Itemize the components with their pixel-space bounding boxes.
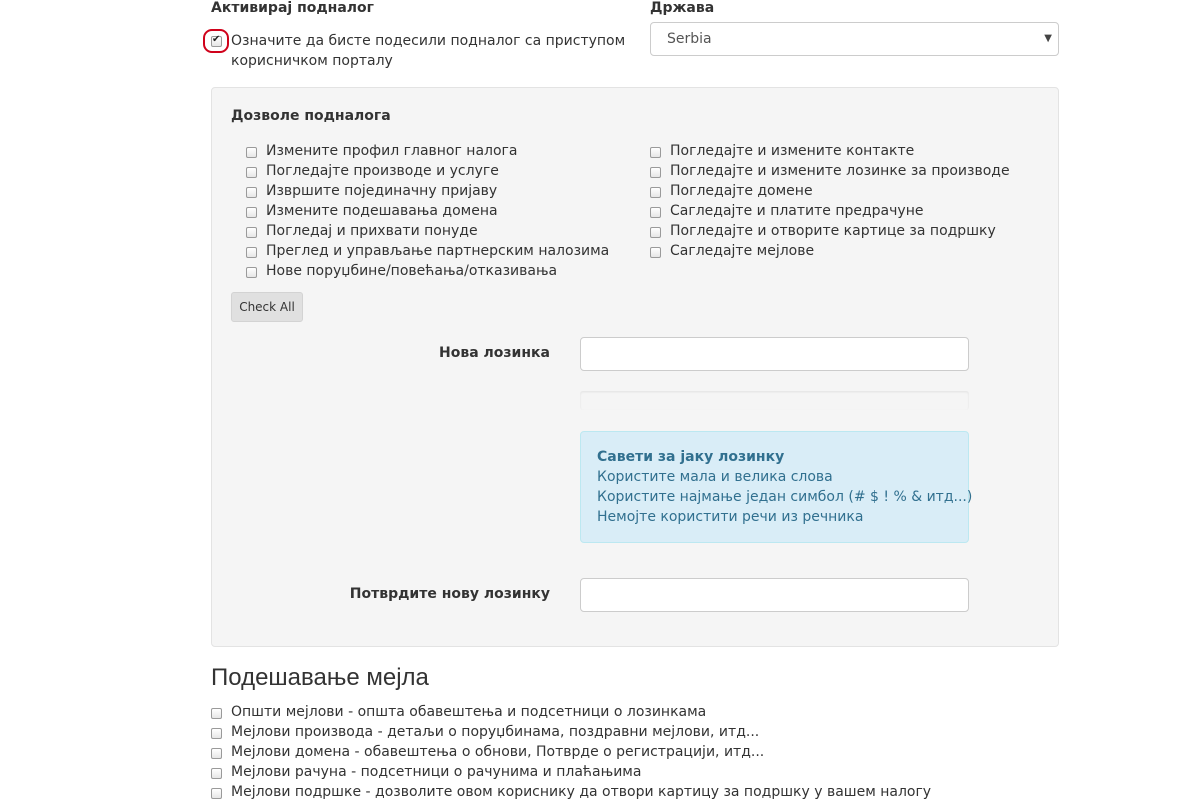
country-label: Држава bbox=[650, 0, 715, 16]
country-select-value: Serbia bbox=[667, 31, 712, 47]
permission-label: Преглед и управљање партнерским налозима bbox=[266, 243, 610, 259]
password-tips-title: Савети за јаку лозинку bbox=[597, 449, 785, 465]
email-setting-checkbox[interactable] bbox=[211, 748, 222, 759]
permission-label: Погледајте производе и услуге bbox=[266, 163, 499, 179]
new-password-input[interactable] bbox=[580, 337, 969, 371]
permission-checkbox[interactable] bbox=[246, 167, 257, 178]
permission-checkbox[interactable] bbox=[246, 207, 257, 218]
permission-checkbox[interactable] bbox=[650, 247, 661, 258]
permission-label: Измените подешавања домена bbox=[266, 203, 498, 219]
permission-label: Погледајте домене bbox=[670, 183, 813, 199]
new-password-label: Нова лозинка bbox=[439, 345, 550, 361]
check-all-button[interactable]: Check All bbox=[231, 292, 303, 322]
activate-checkbox-description-line1: Означите да бисте подесили подналог са приступом bbox=[231, 33, 626, 49]
permission-checkbox[interactable] bbox=[246, 227, 257, 238]
country-select[interactable] bbox=[650, 22, 1059, 56]
password-tip-item: Користите најмање један симбол (# $ ! % & итд...) bbox=[597, 489, 973, 505]
email-setting-label: Општи мејлови - општа обавештења и подсетници о лозинкама bbox=[231, 704, 707, 720]
permission-label: Погледај и прихвати понуде bbox=[266, 223, 478, 239]
permissions-title: Дозволе подналога bbox=[231, 108, 391, 124]
permission-checkbox[interactable] bbox=[246, 147, 257, 158]
email-setting-checkbox[interactable] bbox=[211, 788, 222, 799]
permission-label: Погледајте и измените лозинке за производе bbox=[670, 163, 1010, 179]
email-setting-label: Мејлови производа - детаљи о поруџбинама, поздравни мејлови, итд... bbox=[231, 724, 760, 740]
confirm-password-input[interactable] bbox=[580, 578, 969, 612]
permission-label: Сагледајте мејлове bbox=[670, 243, 815, 259]
activate-subaccount-checkbox[interactable] bbox=[211, 36, 222, 47]
email-setting-label: Мејлови подршке - дозволите овом кориснику да отвори картицу за подршку у вашем налогу bbox=[231, 784, 932, 800]
permission-checkbox[interactable] bbox=[246, 247, 257, 258]
permission-label: Измените профил главног налога bbox=[266, 143, 518, 159]
permission-label: Нове поруџбине/повећања/отказивања bbox=[266, 263, 558, 279]
confirm-password-label: Потврдите нову лозинку bbox=[349, 586, 550, 602]
email-setting-checkbox[interactable] bbox=[211, 768, 222, 779]
activate-checkbox-description-line2: корисничком порталу bbox=[231, 53, 393, 69]
permission-checkbox[interactable] bbox=[650, 207, 661, 218]
permission-checkbox[interactable] bbox=[650, 187, 661, 198]
permission-label: Сагледајте и платите предрачуне bbox=[670, 203, 924, 219]
email-settings-heading: Подешавање мејла bbox=[211, 664, 429, 691]
password-tip-item: Користите мала и велика слова bbox=[597, 469, 833, 485]
permission-checkbox[interactable] bbox=[650, 227, 661, 238]
email-setting-checkbox[interactable] bbox=[211, 728, 222, 739]
permission-checkbox[interactable] bbox=[246, 267, 257, 278]
chevron-down-icon: ▼ bbox=[1044, 33, 1052, 44]
password-strength-bar bbox=[580, 391, 969, 410]
password-tips-box bbox=[580, 431, 973, 543]
permission-checkbox[interactable] bbox=[650, 167, 661, 178]
email-setting-label: Мејлови домена - обавештења о обнови, Потврде о регистрацији, итд... bbox=[231, 744, 765, 760]
password-tip-item: Немојте користити речи из речника bbox=[597, 509, 864, 525]
permission-label: Погледајте и измените контакте bbox=[670, 143, 915, 159]
permission-label: Погледајте и отворите картице за подршку bbox=[670, 223, 996, 239]
activate-subaccount-label: Активирај подналог bbox=[211, 0, 374, 16]
permission-label: Извршите појединачну пријаву bbox=[266, 183, 498, 199]
permission-checkbox[interactable] bbox=[650, 147, 661, 158]
email-setting-label: Мејлови рачуна - подсетници о рачунима и плаћањима bbox=[231, 764, 642, 780]
permission-checkbox[interactable] bbox=[246, 187, 257, 198]
email-setting-checkbox[interactable] bbox=[211, 708, 222, 719]
